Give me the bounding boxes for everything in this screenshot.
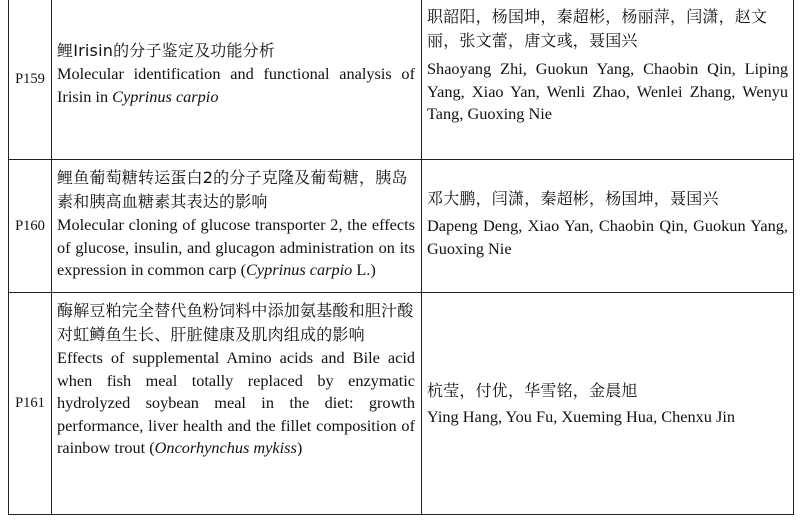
- paper-listing-table: [8, 0, 794, 515]
- title-en-text: Molecular identification and functional analysis of Irisin in: [57, 64, 415, 106]
- authors-zh: 邓大鹏，闫潇，秦超彬，杨国坤，聂国兴: [427, 189, 719, 208]
- paper-authors: [422, 0, 794, 160]
- species-name: Cyprinus carpio: [112, 86, 219, 106]
- authors-zh: 杭莹，付优，华雪铭，金晨旭: [427, 380, 638, 400]
- title-en-text: Molecular cloning of glucose transporter 2, the effects of glucose, insulin, and glucagon administration on its expression in common carp (: [57, 215, 415, 280]
- paper-id: P161: [9, 293, 52, 515]
- title-zh: 酶解豆粕完全替代鱼粉饲料中添加氨基酸和胆汁酸对虹鳟鱼生长、肝脏健康及肌肉组成的影响: [57, 301, 414, 344]
- authors-zh: 职韶阳，杨国坤，秦超彬，杨丽萍，闫潇，赵文丽，张文蕾，唐文彧，聂国兴: [427, 7, 768, 50]
- title-zh: 鲤Irisin的分子鉴定及功能分析: [57, 41, 276, 60]
- table-row: [9, 160, 794, 293]
- species-name: Cyprinus carpio: [246, 260, 353, 280]
- title-zh: 鲤鱼葡萄糖转运蛋白2的分子克隆及葡萄糖，胰岛素和胰高血糖素其表达的影响: [57, 168, 408, 211]
- authors-en: Shaoyang Zhi, Guokun Yang, Chaobin Qin, Liping Yang, Xiao Yan, Wenli Zhao, Wenlei Zhang, Wenyu Tang, Guoxing Nie: [427, 59, 788, 124]
- paper-id: P160: [9, 160, 52, 293]
- paper-title: [52, 293, 422, 515]
- table-row: [9, 293, 794, 515]
- title-en: [57, 347, 415, 460]
- title-en-tail: ): [296, 438, 303, 458]
- title-en: [57, 63, 415, 108]
- title-en-tail: L.): [352, 260, 376, 280]
- paper-title: [52, 160, 422, 293]
- title-en: [57, 214, 415, 282]
- table-row: [9, 0, 794, 160]
- paper-authors: [422, 293, 794, 515]
- paper-id: P159: [9, 0, 52, 160]
- authors-en: Ying Hang, You Fu, Xueming Hua, Chenxu Jin: [427, 406, 735, 426]
- authors-en: Dapeng Deng, Xiao Yan, Chaobin Qin, Guokun Yang, Guoxing Nie: [427, 216, 788, 258]
- paper-title: [52, 0, 422, 160]
- species-name: Oncorhynchus mykiss: [154, 438, 297, 458]
- title-en-text: Effects of supplemental Amino acids and Bile acid when fish meal totally replaced by enzymatic hydrolyzed soybean meal in the diet: growth performance, liver health and the fillet composition of rainbow trout (: [57, 348, 415, 458]
- paper-authors: [422, 160, 794, 293]
